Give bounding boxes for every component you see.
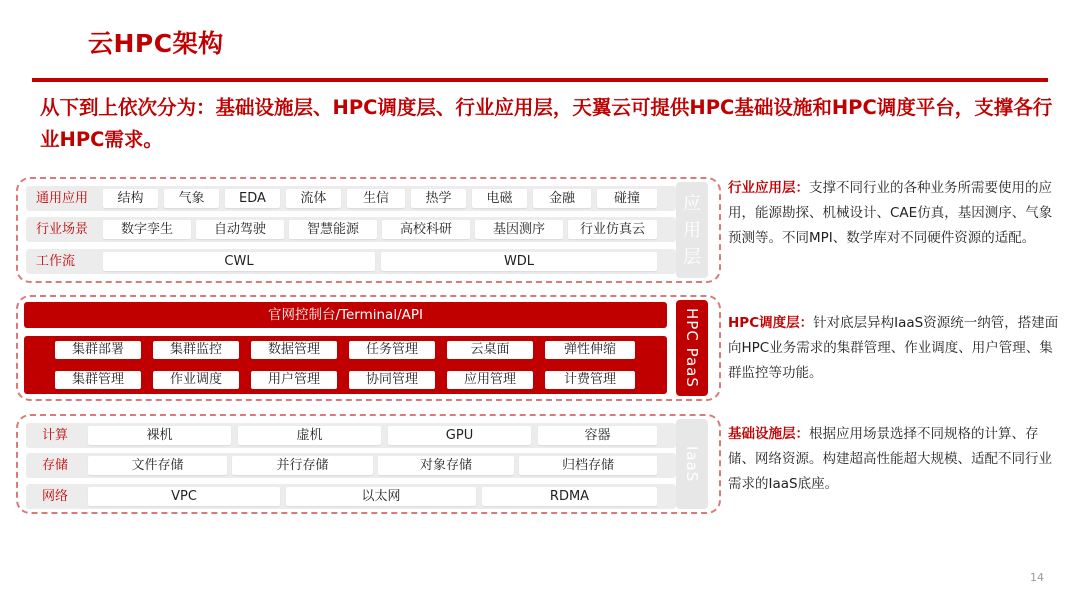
- paas-module: 任务管理: [349, 341, 435, 359]
- paas-module: 作业调度: [153, 371, 239, 389]
- paas-module: 数据管理: [251, 341, 337, 359]
- network-cell: RDMA: [482, 487, 657, 506]
- row-label-workflow: 工作流: [36, 254, 76, 269]
- scene-cell: 数字孪生: [103, 220, 191, 239]
- app-cell: 电磁: [472, 189, 527, 208]
- description-heading: 基础设施层：: [728, 426, 809, 442]
- paas-module: 应用管理: [447, 371, 533, 389]
- paas-module: 计费管理: [545, 371, 635, 389]
- paas-module: 协同管理: [349, 371, 435, 389]
- subtitle: 从下到上依次分为：基础设施层、HPC调度层、行业应用层，天翼云可提供HPC基础设施和HPC调度平台，支撑各行业HPC需求。: [40, 96, 1053, 151]
- compute-cell: GPU: [388, 426, 531, 445]
- scene-cell: 行业仿真云: [568, 220, 657, 239]
- description-text: 针对底层异构IaaS资源统一纳管，搭建面向HPC业务需求的集群管理、作业调度、用户管理、集群监控等功能。: [728, 315, 1059, 381]
- app-cell: 热学: [411, 189, 466, 208]
- scene-cell: 基因测序: [475, 220, 563, 239]
- scene-cell: 高校科研: [382, 220, 470, 239]
- application-layer-tag-text: 应用层: [683, 192, 701, 268]
- app-cell: 结构: [103, 189, 158, 208]
- description-application-layer: [728, 176, 1064, 251]
- row-label-compute: 计算: [42, 428, 69, 443]
- scene-cell: 自动驾驶: [196, 220, 284, 239]
- app-cell: 流体: [286, 189, 341, 208]
- app-cell: 气象: [164, 189, 219, 208]
- row-label-industry-scenes: 行业场景: [36, 222, 89, 237]
- page-title: 云HPC架构: [88, 29, 224, 58]
- workflow-cell: CWL: [103, 252, 375, 271]
- console-api-bar: 官网控制台/Terminal/API: [24, 302, 667, 328]
- paas-layer-tag-text: HPC PaaS: [683, 308, 701, 388]
- app-cell: 生信: [347, 189, 405, 208]
- iaas-layer-tag-text: IaaS: [683, 445, 701, 483]
- row-label-network: 网络: [42, 489, 69, 504]
- row-label-general-apps: 通用应用: [36, 191, 89, 206]
- iaas-layer-tag: [676, 419, 708, 509]
- description-heading: 行业应用层：: [728, 180, 809, 196]
- description-iaas-layer: [728, 422, 1064, 497]
- paas-module: 集群管理: [55, 371, 141, 389]
- description-heading: HPC调度层：: [728, 315, 814, 331]
- paas-module: 云桌面: [447, 341, 533, 359]
- paas-module: 集群部署: [55, 341, 141, 359]
- application-layer-tag: [676, 182, 708, 278]
- compute-cell: 容器: [538, 426, 657, 445]
- description-text: 根据应用场景选择不同规格的计算、存储、网络资源。构建超高性能超大规模、适配不同行业需求的IaaS底座。: [728, 426, 1052, 492]
- description-text: 支撑不同行业的各种业务所需要使用的应用，能源勘探、机械设计、CAE仿真，基因测序、气象预测等。不同MPI、数学库对不同硬件资源的适配。: [728, 180, 1053, 246]
- app-cell: EDA: [225, 189, 280, 208]
- storage-cell: 文件存储: [88, 456, 227, 475]
- compute-cell: 虚机: [238, 426, 381, 445]
- page-number: 14: [1030, 571, 1044, 584]
- compute-cell: 裸机: [88, 426, 231, 445]
- title-divider: [32, 78, 1048, 82]
- scene-cell: 智慧能源: [289, 220, 377, 239]
- paas-module: 用户管理: [251, 371, 337, 389]
- row-label-storage: 存储: [42, 458, 69, 473]
- network-cell: 以太网: [286, 487, 476, 506]
- paas-module: 集群监控: [153, 341, 239, 359]
- app-cell: 金融: [533, 189, 591, 208]
- storage-cell: 归档存储: [519, 456, 657, 475]
- paas-layer-tag: [676, 300, 708, 396]
- storage-cell: 并行存储: [232, 456, 373, 475]
- network-cell: VPC: [88, 487, 280, 506]
- description-paas-layer: [728, 311, 1064, 386]
- paas-module: 弹性伸缩: [545, 341, 635, 359]
- storage-cell: 对象存储: [378, 456, 514, 475]
- workflow-cell: WDL: [381, 252, 657, 271]
- app-cell: 碰撞: [597, 189, 657, 208]
